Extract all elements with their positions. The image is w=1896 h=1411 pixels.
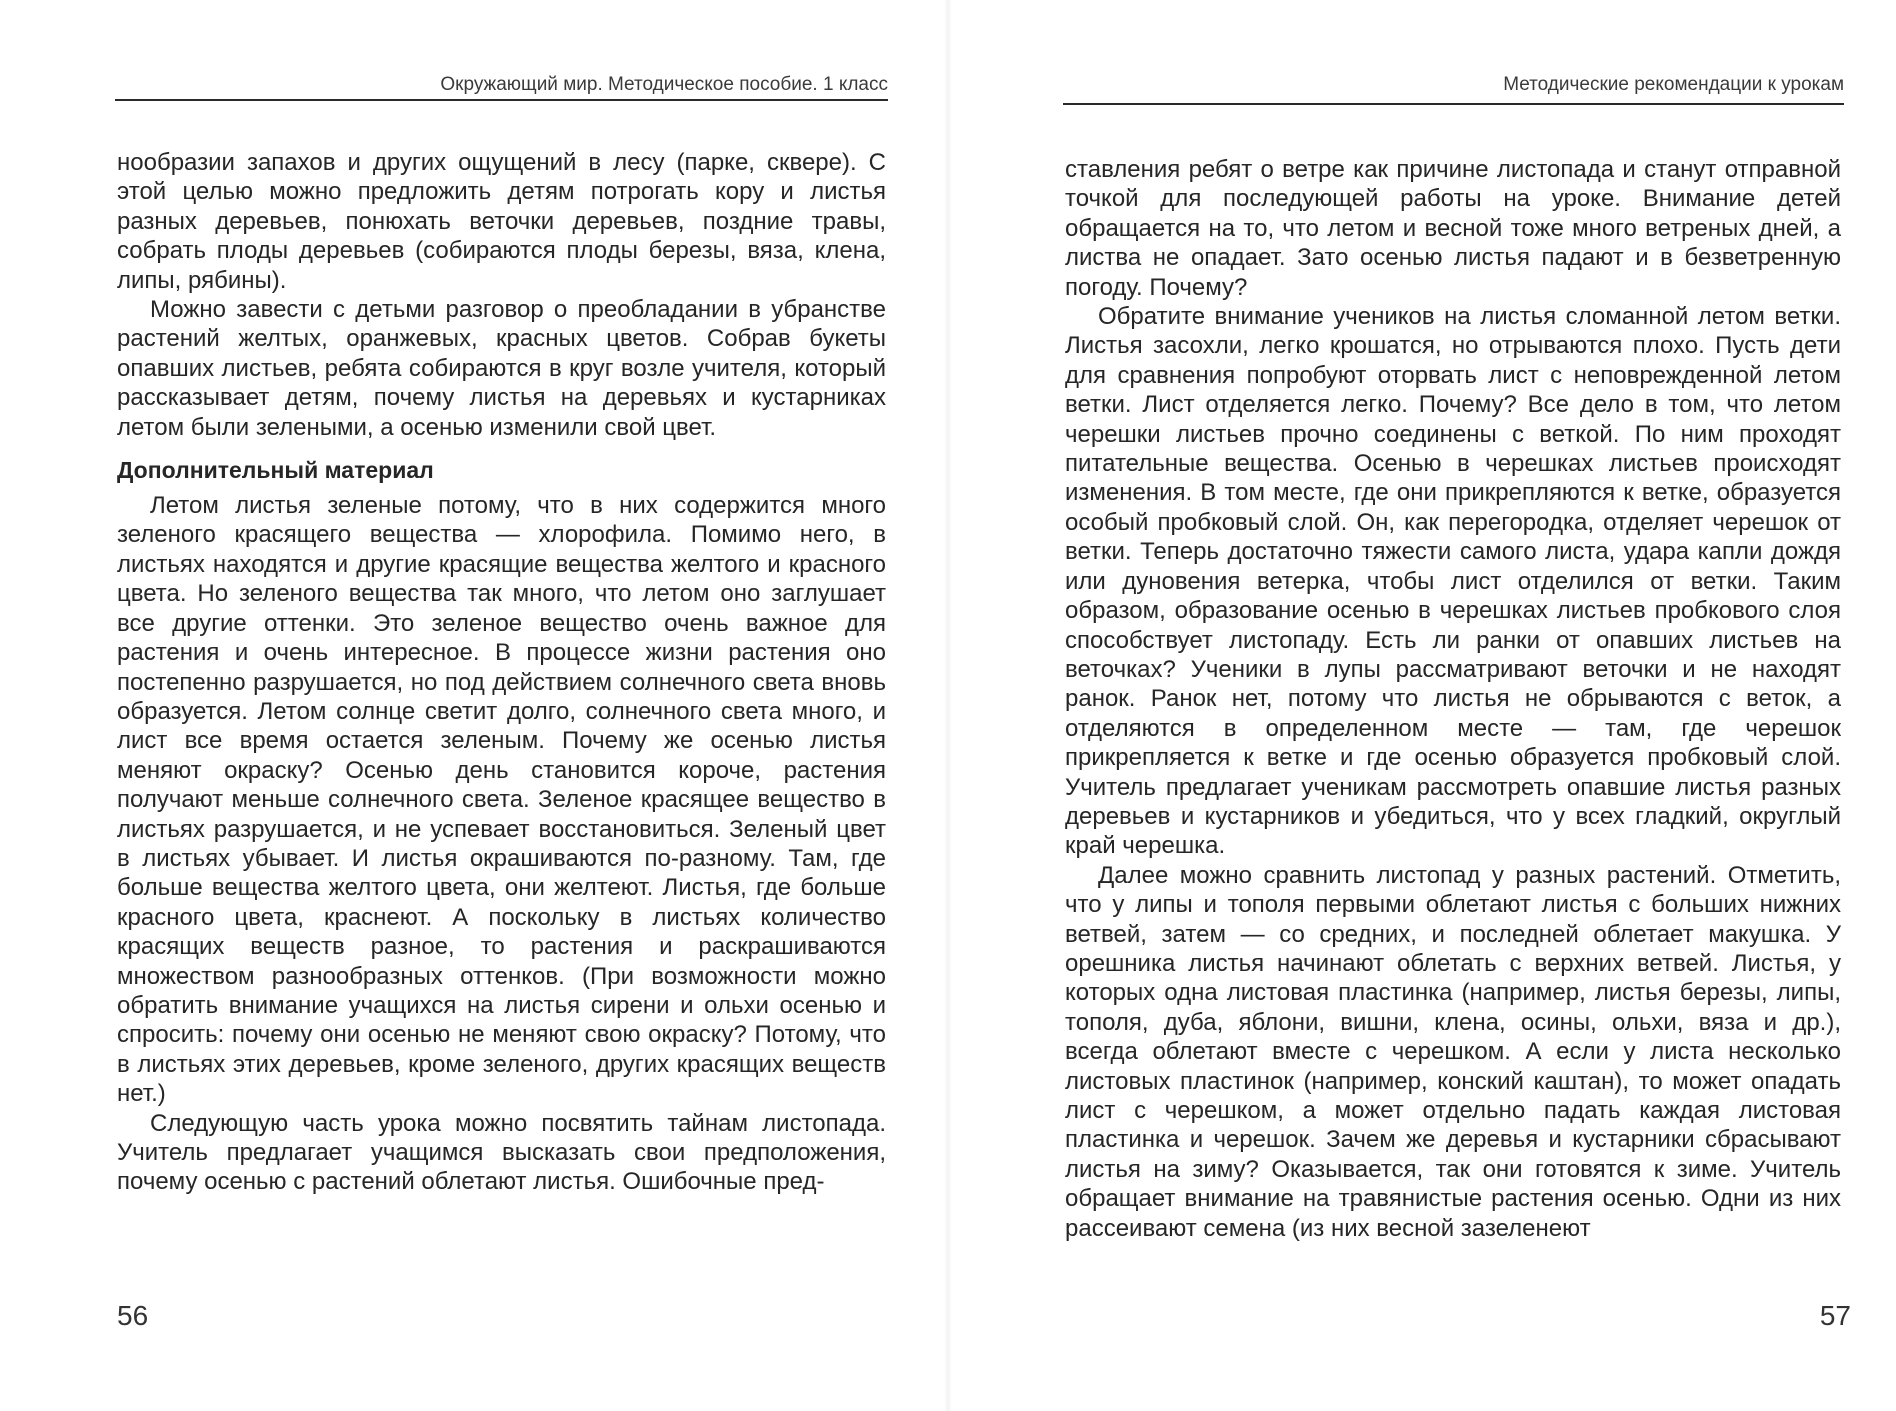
- paragraph: Обратите внимание учеников на листья сломанной летом ветки. Листья засохли, легко крошатся, но отрываются плохо. Пусть дети для сравнения попробуют оторвать лист с неповрежденной летом ветки. Лист отделяется легко. Почему? Все дело в том, что летом черешки листьев прочно соединены с веткой. По ним проходят питательные вещества. Осенью в черешках листьев происходят изменения. В том месте, где они прикрепляются к ветке, образуется особый пробковый слой. Он, как перегородка, отделяет черешок от ветки. Теперь достаточно тяжести самого листа, удара капли дождя или дуновения ветерка, чтобы лист отделился от ветки. Таким образом, образование осенью в черешках листьев пробкового слоя способствует листопаду. Есть ли ранки от опавших листьев на веточках? Ученики в лупы рассматривают веточки и не находят ранок. Ранок нет, потому что листья не обрываются с веток, а отделяются в определенном месте — там, где черешок прикрепляется к ветке и где осенью образуется пробковый слой. Учитель предлагает ученикам рассмотреть опавшие листья разных деревьев и кустарников и убедиться, что у всех гладкий, округлый край черешка.: [1065, 303, 1841, 860]
- paragraph: Далее можно сравнить листопад у разных растений. Отметить, что у липы и тополя первыми облетают листья с больших нижних ветвей, затем — со средних, и последней облетает макушка. У орешника листья начинают облетать с верхних ветвей. Листья, у которых одна листовая пластинка (например, листья березы, липы, тополя, дуба, яблони, вишни, клена, осины, ольхи, вяза и др.), всегда облетают вместе с черешком. А если у листа несколько листовых пластинок (например, конский каштан), то может опадать лист с черешком, а может отдельно падать каждая листовая пластинка и черешок. Зачем же деревья и кустарники сбрасывают листья на зиму? Оказывается, так они готовятся к зиме. Учитель обращает внимание на травянистые растения осенью. Одни из них рассеивают семена (из них весной зазеленеют: [1065, 861, 1841, 1242]
- paragraph: ставления ребят о ветре как причине листопада и станут отправной точкой для последующей работы на уроке. Внимание детей обращается на то, что летом и весной тоже много ветреных дней, а листва не опадает. Зато осенью листья падают и в безветренную погоду. Почему?: [1065, 156, 1841, 301]
- page-number-left: 56: [117, 1300, 149, 1331]
- paragraph: нообразии запахов и других ощущений в лесу (парке, сквере). С этой целью можно предложить детям потрогать кору и листья разных деревьев, понюхать веточки деревьев, поздние травы, собрать плоды деревьев (собираются плоды березы, вяза, клена, липы, рябины).: [117, 149, 886, 294]
- paragraph: Можно завести с детьми разговор о преобладании в убранстве растений желтых, оранжевых, красных цветов. Собрав букеты опавших листьев, ребята собираются в круг возле учителя, который рассказывает детям, почему листья на деревьях и кустарниках летом были зелеными, а осенью изменили свой цвет.: [117, 296, 886, 441]
- running-head-left: Окружающий мир. Методическое пособие. 1 класс: [440, 74, 888, 95]
- section-heading: Дополнительный материал: [117, 457, 434, 484]
- right-page-text: [1065, 155, 1841, 1243]
- left-page-text: [117, 148, 886, 1197]
- header-rule-right: [1063, 103, 1844, 105]
- page-number-right: 57: [1819, 1300, 1851, 1331]
- running-head-right: Методические рекомендации к урокам: [1503, 74, 1844, 95]
- paragraph: Летом листья зеленые потому, что в них содержится много зеленого красящего вещества — хлорофила. Помимо него, в листьях находятся и другие красящие вещества желтого и красного цвета. Но зеленого вещества так много, что летом оно заглушает все другие оттенки. Это зеленое вещество очень важное для растения и очень интересное. В процессе жизни растения оно постепенно разрушается, но под действием солнечного света вновь образуется. Летом солнце светит долго, солнечного света много, и лист все время остается зеленым. Почему же осенью листья меняют окраску? Осенью день становится короче, растения получают меньше солнечного света. Зеленое красящее вещество в листьях разрушается, и не успевает восстановиться. Зеленый цвет в листьях убывает. И листья окрашиваются по-разному. Там, где больше вещества желтого цвета, они желтеют. Листья, где больше красного цвета, краснеют. А поскольку в листьях количество красящих веществ разное, то растения и раскрашиваются множеством разнообразных оттенков. (При возможности можно обратить внимание учащихся на листья сирени и ольхи осенью и спросить: почему они осенью не меняют свою окраску? Потому, что в листьях этих деревьев, кроме зеленого, других красящих веществ нет.): [117, 492, 886, 1108]
- right-page: [948, 0, 1896, 1411]
- header-rule-left: [115, 99, 888, 101]
- paragraph: Следующую часть урока можно посвятить тайнам листопада. Учитель предлагает учащимся высказать свои предположения, почему осенью с растений облетают листья. Ошибочные пред-: [117, 1109, 886, 1196]
